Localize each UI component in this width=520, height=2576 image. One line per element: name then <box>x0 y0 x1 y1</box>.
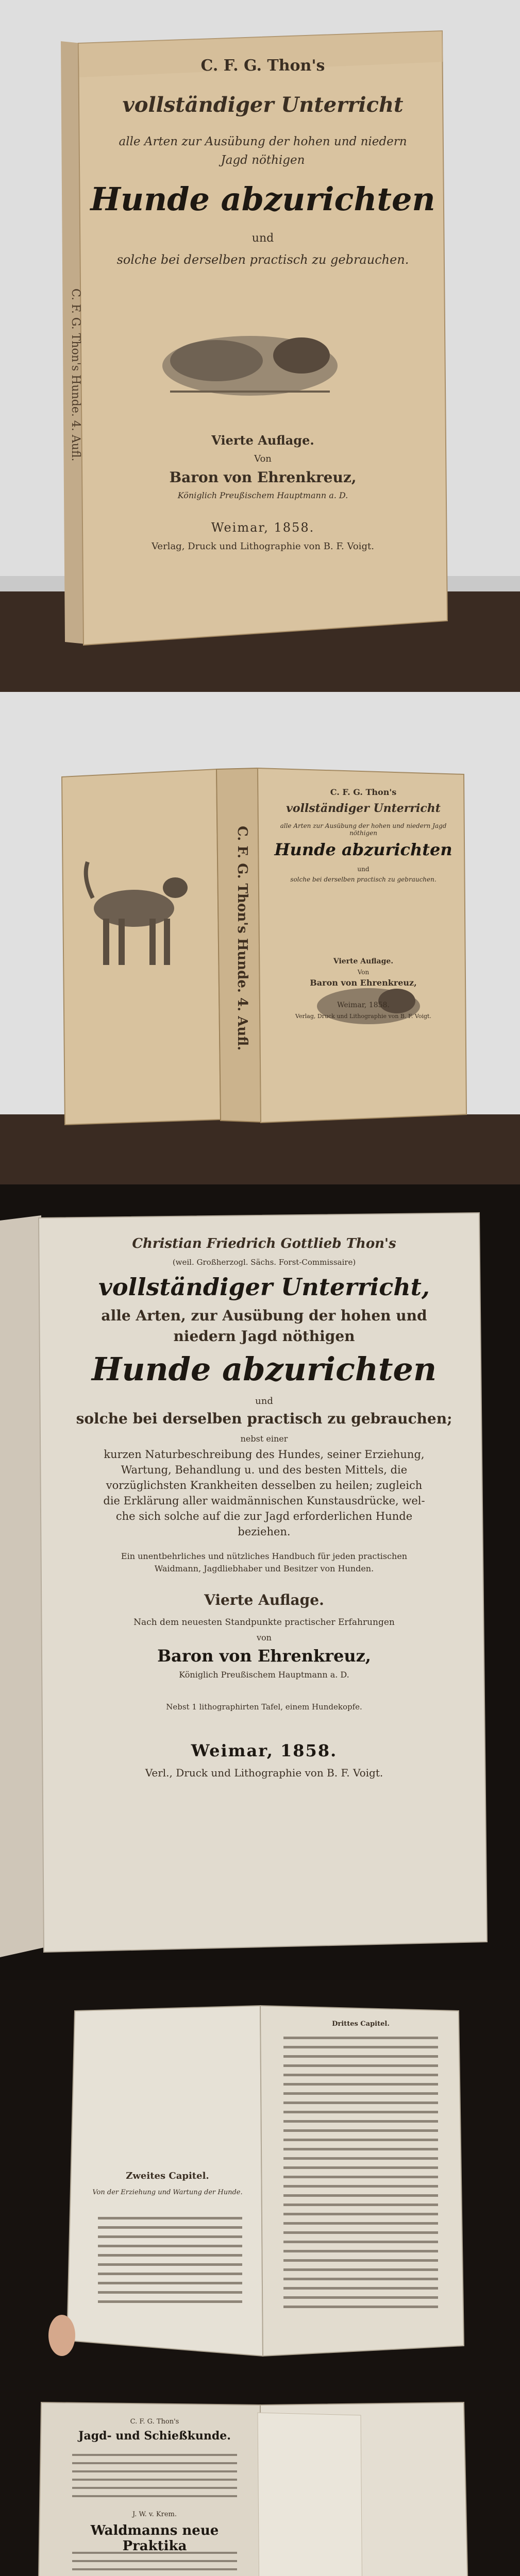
tp-line-15: beziehen. <box>238 1526 291 1538</box>
spine-label: C. F. G. Thon's Hunde. 4. Aufl. <box>234 826 250 1051</box>
spread-publisher: Verlag, Druck und Lithographie von B. F. Voigt. <box>295 1013 431 1020</box>
chapter-right-heading: Drittes Capitel. <box>332 2020 390 2028</box>
catalogue-entry-1-title: Jagd- und Schießkunde. <box>78 2429 231 2443</box>
photo-spread-spine-scene <box>0 692 520 1184</box>
tp-line-17: Waidmann, Jagdliebhaber und Besitzer von Hunden. <box>154 1564 374 1573</box>
cover-publisher: Verlag, Druck und Lithographie von B. F. Voigt. <box>152 541 374 552</box>
cover-und: und <box>251 232 274 245</box>
cover-title-1: vollständiger Unterricht <box>122 93 404 117</box>
cover-place-year: Weimar, 1858. <box>211 520 315 535</box>
spread-author-line: C. F. G. Thon's <box>330 787 397 797</box>
spread-by: Von <box>357 969 370 976</box>
tp-line-7: und <box>255 1396 273 1406</box>
tp-line-4: alle Arten, zur Ausübung der hohen und <box>101 1307 427 1324</box>
tp-line-22: Königlich Preußischem Hauptmann a. D. <box>179 1670 349 1680</box>
spread-title-1: vollständiger Unterricht <box>286 802 441 815</box>
tp-line-3: vollständiger Unterricht, <box>98 1273 430 1301</box>
cover-title-3: Jagd nöthigen <box>221 154 305 167</box>
tp-line-20: von <box>257 1633 272 1642</box>
cover-subtitle: solche bei derselben practisch zu gebrauchen. <box>116 252 409 267</box>
tp-line-24: Weimar, 1858. <box>191 1741 338 1760</box>
photo-spread-spine <box>0 692 520 1184</box>
catalogue-entry-2-title: Waldmanns neue Praktika <box>90 2523 219 2554</box>
photo-chapter-spread-scene <box>0 1980 520 2382</box>
tp-line-13: die Erklärung aller waidmännischen Kunstausdrücke, wel- <box>103 1495 425 1507</box>
tp-line-10: kurzen Naturbeschreibung des Hundes, seiner Erziehung, <box>104 1448 425 1461</box>
spread-title-2: alle Arten zur Ausübung der hohen und niedern Jagd nöthigen <box>280 822 447 837</box>
cover-edition: Vierte Auflage. <box>211 433 314 448</box>
spread-und: und <box>357 866 370 873</box>
tp-line-18: Vierte Auflage. <box>204 1591 324 1608</box>
spine-text: C. F. G. Thon's Hunde. 4. Aufl. <box>69 289 82 462</box>
spread-main-title: Hunde abzurichten <box>274 840 452 859</box>
tp-line-16: Ein unentbehrliches und nützliches Handbuch für jeden practischen <box>121 1551 408 1561</box>
tp-line-5: niedern Jagd nöthigen <box>173 1328 355 1345</box>
chapter-left-heading: Zweites Capitel. <box>126 2171 209 2181</box>
tp-line-21: Baron von Ehrenkreuz, <box>157 1646 371 1666</box>
tp-line-2: (weil. Großherzogl. Sächs. Forst-Commissaire) <box>172 1258 356 1267</box>
catalogue-entry-2-author: J. W. v. Krem. <box>132 2511 177 2518</box>
photo-front-cover <box>0 0 520 692</box>
cover-by: Von <box>254 453 272 464</box>
photo-chapter-spread <box>0 1980 520 2382</box>
catalogue-entry-1-author: C. F. G. Thon's <box>130 2418 179 2426</box>
tp-line-6: Hunde abzurichten <box>91 1350 437 1388</box>
cover-author-line: C. F. G. Thon's <box>200 57 325 75</box>
tp-line-23: Nebst 1 lithographirten Tafel, einem Hundekopfe. <box>166 1702 362 1711</box>
tp-line-12: vorzüglichsten Krankheiten desselben zu heilen; zugleich <box>106 1479 423 1492</box>
cover-title-2: alle Arten zur Ausübung der hohen und niedern <box>119 135 407 148</box>
spread-edition: Vierte Auflage. <box>333 957 394 965</box>
tp-line-8: solche bei derselben practisch zu gebrauchen; <box>76 1410 452 1427</box>
tp-line-9: nebst einer <box>240 1434 288 1444</box>
cover-rank: Königlich Preußischem Hauptmann a. D. <box>177 490 348 500</box>
tp-line-14: che sich solche auf die zur Jagd erforderlichen Hunde <box>115 1510 413 1522</box>
cover-main-title: Hunde abzurichten <box>90 180 435 218</box>
photo-catalogue-spread <box>0 2382 520 2576</box>
tp-line-25: Verl., Druck und Lithographie von B. F. Voigt. <box>145 1767 383 1779</box>
tp-line-11: Wartung, Behandlung u. und des besten Mittels, die <box>121 1464 408 1476</box>
tp-line-19: Nach dem neuesten Standpunkte practischer Erfahrungen <box>133 1617 395 1628</box>
photo-title-page-scene <box>0 1184 520 1980</box>
cover-author: Baron von Ehrenkreuz, <box>169 469 357 486</box>
chapter-left-title: Von der Erziehung und Wartung der Hunde. <box>92 2189 243 2196</box>
spread-subtitle: solche bei derselben practisch zu gebrauchen. <box>290 876 437 883</box>
spread-author: Baron von Ehrenkreuz, <box>310 978 417 988</box>
spread-place-year: Weimar, 1858. <box>337 1001 390 1009</box>
tp-line-1: Christian Friedrich Gottlieb Thon's <box>132 1236 396 1251</box>
photo-title-page <box>0 1184 520 1980</box>
